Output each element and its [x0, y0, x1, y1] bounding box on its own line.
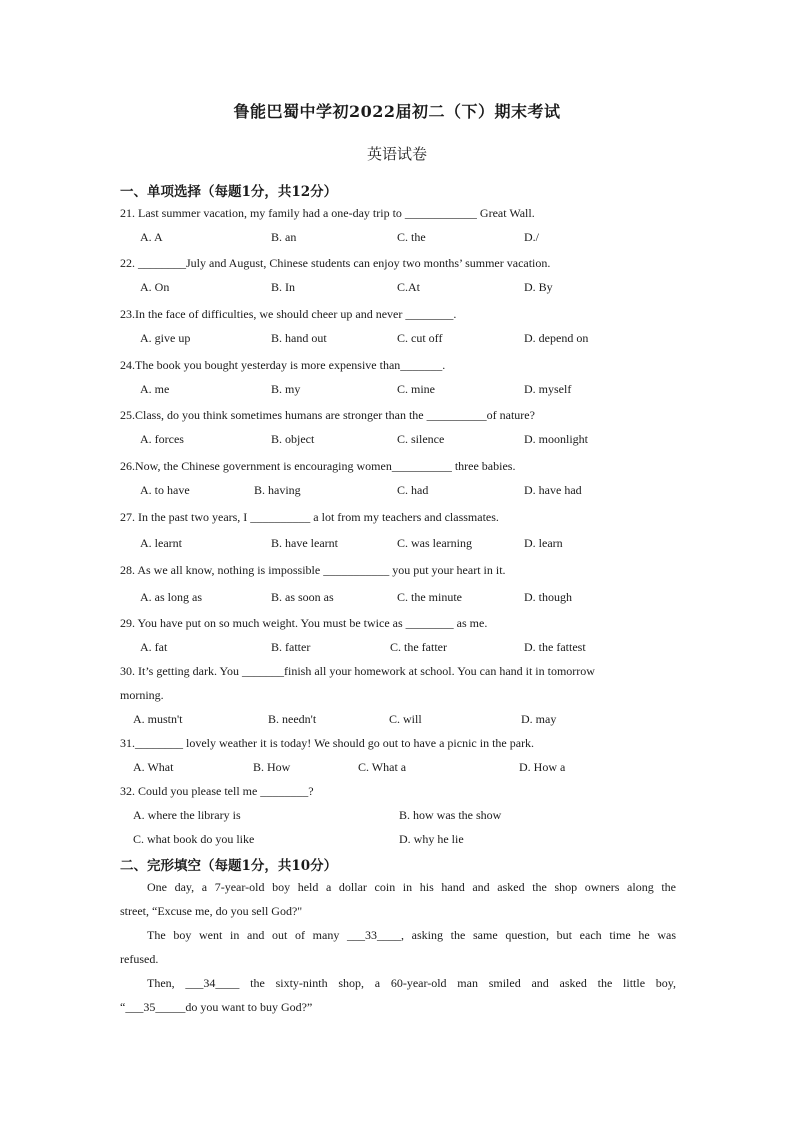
option-c: C. the fatter	[390, 640, 447, 654]
question-stem: 29. You have put on so much weight. You must be twice as ________ as me.	[120, 616, 488, 630]
page-subtitle: 英语试卷	[366, 145, 427, 163]
question-stem: 25.Class, do you think sometimes humans are stronger than the __________of nature?	[120, 408, 535, 422]
option-d: D. why he lie	[399, 832, 464, 846]
cloze-line: Then, ___34____ the sixty-ninth shop, a 60-year-old man smiled and asked the little boy,	[147, 976, 676, 990]
option-a: A. learnt	[140, 536, 182, 550]
option-b: B. hand out	[271, 331, 327, 345]
option-c: C. will	[389, 712, 422, 726]
option-d: D. though	[524, 590, 572, 604]
question-stem: 23.In the face of difficulties, we should cheer up and never ________.	[120, 307, 457, 321]
option-a: A. A	[140, 230, 163, 244]
option-c: C. mine	[397, 382, 435, 396]
option-b: B. as soon as	[271, 590, 334, 604]
option-c: C. cut off	[397, 331, 443, 345]
option-c: C. the minute	[397, 590, 462, 604]
option-c: C. silence	[397, 432, 445, 446]
option-c: C. What a	[358, 760, 407, 774]
option-a: A. forces	[140, 432, 184, 446]
cloze-line: The boy went in and out of many ___33____, asking the same question, but each time he was	[147, 928, 676, 942]
option-c: C. what book do you like	[133, 832, 255, 846]
question-stem: 26.Now, the Chinese government is encouraging women__________ three babies.	[120, 459, 516, 473]
option-d: D. have had	[524, 483, 582, 497]
option-a: A. to have	[140, 483, 190, 497]
option-a: A. fat	[140, 640, 168, 654]
option-b: B. needn't	[268, 712, 317, 726]
cloze-line: street, “Excuse me, do you sell God?"	[120, 904, 303, 918]
option-b: B. fatter	[271, 640, 311, 654]
option-c: C.At	[397, 280, 421, 294]
option-d: D. may	[521, 712, 557, 726]
question-stem: 32. Could you please tell me ________?	[120, 784, 314, 798]
cloze-line: “___35_____do you want to buy God?”	[120, 1000, 313, 1014]
option-b: B. object	[271, 432, 315, 446]
option-c: C. had	[397, 483, 429, 497]
option-b: B. have learnt	[271, 536, 338, 550]
question-stem-continued: morning.	[120, 688, 164, 702]
option-a: A. me	[140, 382, 170, 396]
section-heading-single-choice: 一、单项选择（每题1分，共12分）	[120, 184, 338, 200]
option-c: C. the	[397, 230, 426, 244]
option-a: A. as long as	[140, 590, 202, 604]
option-a: A. give up	[140, 331, 191, 345]
option-d: D. How a	[519, 760, 566, 774]
option-d: D. moonlight	[524, 432, 589, 446]
question-stem: 27. In the past two years, I __________ a lot from my teachers and classmates.	[120, 510, 499, 524]
option-a: A. where the library is	[133, 808, 241, 822]
option-a: A. On	[140, 280, 170, 294]
question-stem: 22. ________July and August, Chinese students can enjoy two months’ summer vacation.	[120, 256, 551, 270]
option-b: B. having	[254, 483, 301, 497]
option-a: A. What	[133, 760, 174, 774]
question-stem: 28. As we all know, nothing is impossible ___________ you put your heart in it.	[120, 563, 506, 577]
question-stem: 31.________ lovely weather it is today! We should go out to have a picnic in the park.	[120, 736, 535, 750]
option-b: B. In	[271, 280, 295, 294]
option-b: B. an	[271, 230, 297, 244]
option-b: B. how was the show	[399, 808, 502, 822]
option-b: B. How	[253, 760, 291, 774]
cloze-line: refused.	[120, 952, 159, 966]
option-d: D. the fattest	[524, 640, 586, 654]
option-a: A. mustn't	[133, 712, 183, 726]
section-heading-cloze: 二、完形填空（每题1分，共10分）	[120, 858, 338, 874]
option-c: C. was learning	[397, 536, 472, 550]
question-stem: 21. Last summer vacation, my family had a one-day trip to ____________ Great Wall.	[120, 206, 535, 220]
question-stem: 24.The book you bought yesterday is more expensive than_______.	[120, 358, 446, 372]
option-d: D. learn	[524, 536, 563, 550]
option-d: D./	[524, 230, 539, 244]
page-title: 鲁能巴蜀中学初2022届初二（下）期末考试	[233, 102, 561, 121]
cloze-line: One day, a 7-year-old boy held a dollar coin in his hand and asked the shop owners along the	[147, 880, 676, 894]
option-b: B. my	[271, 382, 301, 396]
option-d: D. myself	[524, 382, 572, 396]
question-stem: 30. It’s getting dark. You _______finish all your homework at school. You can hand it in tomorrow	[120, 664, 595, 678]
option-d: D. By	[524, 280, 553, 294]
option-d: D. depend on	[524, 331, 589, 345]
